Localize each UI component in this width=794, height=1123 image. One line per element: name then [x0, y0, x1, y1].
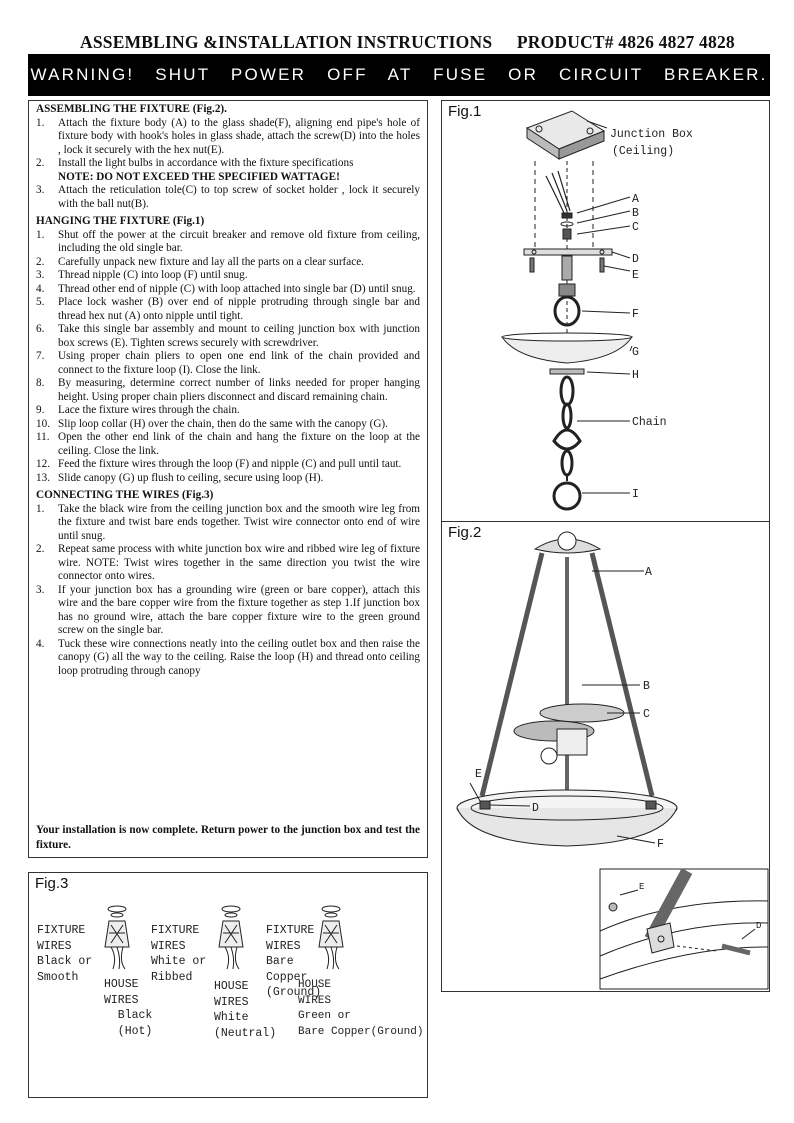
fig3-panel: [28, 872, 428, 1098]
part-label-h: H: [632, 369, 639, 382]
step-number: 8.: [36, 377, 45, 389]
fixture-wires-label: FIXTURE WIRES White or Ribbed: [151, 924, 207, 984]
fixture-wires-label: FIXTURE WIRES Bare Copper (Ground): [266, 924, 322, 999]
part-label-c: C: [632, 221, 639, 234]
step-number: 13.: [36, 471, 50, 484]
step-number: 3.: [36, 583, 45, 596]
part-label-e: E: [632, 269, 639, 282]
step-text: Place lock washer (B) over end of nipple protruding through single bar and thread hex nut (A) onto nipple until tight.: [58, 296, 420, 322]
step-text: Using proper chain pliers to open one end link of the chain provided and connect to the fixture loop (I). Close the link.: [58, 350, 420, 376]
step-number: 1.: [36, 116, 45, 129]
fig2-label-a: A: [645, 566, 652, 579]
assembling-steps: [36, 117, 420, 212]
step-text: Slide canopy (G) up flush to ceiling, secure using loop (H).: [58, 471, 324, 484]
part-label-g: G: [632, 346, 639, 359]
fig1-drawing: [502, 111, 632, 509]
list-item: [36, 184, 420, 211]
fixture-diagrams: [442, 101, 771, 993]
step-number: 2.: [36, 255, 45, 268]
list-item: [36, 431, 420, 458]
step-text: Open the other end link of the chain and hang the fixture on the loop at the ceiling. Close the link.: [58, 431, 420, 457]
step-number: 4.: [36, 637, 45, 650]
step-text: Feed the fixture wires through the loop (F) and nipple (C) and pull until taut.: [58, 458, 402, 470]
fig2-caption: Fig.2: [448, 524, 482, 541]
house-wires-label: HOUSE WIRES White (Neutral): [214, 980, 277, 1040]
list-item: [36, 472, 420, 486]
fig2-label-b: B: [643, 680, 650, 693]
fig2-label-e: E: [475, 768, 482, 781]
connecting-steps: [36, 503, 420, 679]
list-item: [36, 269, 420, 283]
list-item: [36, 350, 420, 377]
ceiling-label: (Ceiling): [612, 145, 675, 158]
list-item: [36, 377, 420, 404]
step-number: 12.: [36, 458, 50, 470]
assembling-title: ASSEMBLING THE FIXTURE (Fig.2).: [36, 103, 227, 115]
step-text: Attach the reticulation tole(C) to top screw of socket holder , lock it securely with the ball nut(B).: [58, 184, 420, 210]
fig3-caption: Fig.3: [35, 875, 69, 892]
part-label-chain: Chain: [632, 416, 667, 429]
list-item: [36, 296, 420, 323]
step-text: Repeat same process with white junction box wire and ribbed wire leg of fixture wire. NOTE: Twist wires together in the same direction you twist the wire connector onto wires.: [58, 543, 420, 582]
wire-connector-icon: [219, 906, 243, 969]
list-item: [36, 418, 420, 432]
part-label-a: A: [632, 193, 639, 206]
hanging-steps: [36, 229, 420, 486]
step-number: 6.: [36, 323, 45, 335]
step-number: 4.: [36, 282, 45, 295]
fig2-detail-inset: [600, 869, 768, 989]
step-text: If your junction box has a grounding wire (green or bare copper), attach this wire and the bare copper wire from the fixture together as step 1.If junction box has no ground wire, attach the bare copper fixture wire to the green ground screw on the single bar.: [58, 583, 420, 636]
wire-connector-icon: [105, 906, 129, 969]
junction-box-drawing: [527, 111, 604, 159]
step-text: Take this single bar assembly and mount to ceiling junction box with junction box screws (E). Tighten screws securely with screwdriver.: [58, 323, 420, 349]
part-label-f: F: [632, 308, 639, 321]
fig2-label-f: F: [657, 838, 664, 851]
step-number: 3.: [36, 184, 45, 196]
part-label-b: B: [632, 207, 639, 220]
step-text: Tuck these wire connections neatly into the ceiling outlet box and then raise the canopy (G) all the way to the ceiling. Raise the loop (H) and thread onto ceiling loop protruding through canopy: [58, 637, 420, 677]
step-text: Slip loop collar (H) over the chain, then do the same with the canopy (G).: [58, 417, 388, 430]
list-item: [36, 638, 420, 679]
fig2-label-d: D: [532, 802, 539, 815]
list-item: [36, 543, 420, 584]
house-wires-label: HOUSE WIRES Green or Bare Copper(Ground): [298, 979, 424, 1038]
list-item: [36, 117, 420, 158]
instructions-panel: [28, 100, 428, 858]
step-number: 2.: [36, 543, 45, 555]
fig2-label-c: C: [643, 708, 650, 721]
step-text: Carefully unpack new fixture and lay all the parts on a clear surface.: [58, 255, 364, 268]
figures-panel: [441, 100, 770, 992]
list-item: [36, 584, 420, 638]
step-text: Install the light bulbs in accordance with the fixture specifications: [58, 157, 354, 169]
step-text: By measuring, determine correct number of links needed for proper hanging height. Using proper chain pliers disconnect and discard remaining chain.: [58, 377, 420, 403]
wire-connector-icon: [319, 906, 343, 969]
step-number: 1.: [36, 502, 45, 515]
list-item: [36, 503, 420, 544]
step-text: Thread nipple (C) into loop (F) until snug.: [58, 269, 248, 281]
fig1-caption: Fig.1: [448, 103, 482, 120]
part-label-d: D: [632, 253, 639, 266]
list-item: [36, 283, 420, 297]
completion-note: Your installation is now complete. Return power to the junction box and test the fixture.: [36, 824, 420, 851]
step-number: 9.: [36, 404, 45, 416]
house-wires-label: HOUSE WIRES Black (Hot): [104, 978, 153, 1038]
list-item: [36, 157, 420, 184]
detail-label-d: D: [756, 921, 762, 931]
step-text: Thread other end of nipple (C) with loop attached into single bar (D) until snug.: [58, 282, 416, 295]
connecting-title: CONNECTING THE WIRES (Fig.3): [36, 489, 214, 501]
list-item: [36, 323, 420, 350]
list-item: [36, 256, 420, 270]
page-title: ASSEMBLING &INSTALLATION INSTRUCTIONS: [80, 32, 493, 52]
step-number: 10.: [36, 417, 50, 430]
list-item: [36, 404, 420, 418]
step-text: Attach the fixture body (A) to the glass shade(F), aligning end pipe's hole of fixture body with hook's holes in glass shade, attach the screw(D) into the holes , lock it securely with the hex nut(E).: [58, 116, 420, 156]
step-number: 7.: [36, 350, 45, 362]
product-number: PRODUCT# 4826 4827 4828: [516, 32, 735, 52]
step-number: 2.: [36, 157, 45, 169]
step-text: Take the black wire from the ceiling junction box and the smooth wire leg from the fixture and twist bare ends together. Twist wire connector onto end of wire until snug.: [58, 502, 420, 542]
junction-box-label: Junction Box: [610, 128, 693, 141]
wattage-note: NOTE: DO NOT EXCEED THE SPECIFIED WATTAGE!: [58, 170, 340, 183]
step-number: 3.: [36, 269, 45, 281]
fixture-wires-label: FIXTURE WIRES Black or Smooth: [37, 924, 93, 984]
step-text: Shut off the power at the circuit breaker and remove old fixture from ceiling, including the old single bar.: [58, 228, 420, 254]
step-number: 1.: [36, 228, 45, 241]
page-header: [80, 32, 735, 53]
list-item: [36, 229, 420, 256]
hanging-title: HANGING THE FIXTURE (Fig.1): [36, 215, 205, 227]
step-text: Lace the fixture wires through the chain.: [58, 404, 240, 416]
list-item: [36, 458, 420, 472]
step-number: 5.: [36, 296, 45, 308]
detail-label-e: E: [639, 882, 645, 892]
warning-text: WARNING! SHUT POWER OFF AT FUSE OR CIRCUIT BREAKER.: [30, 65, 768, 84]
part-label-i: I: [632, 488, 639, 501]
warning-banner: [28, 54, 770, 96]
step-number: 11.: [36, 431, 50, 443]
